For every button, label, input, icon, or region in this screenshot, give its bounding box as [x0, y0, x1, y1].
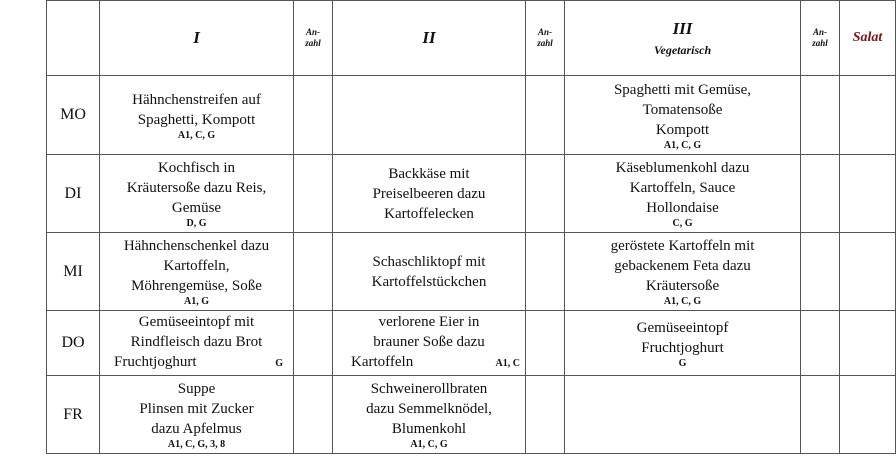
salat-cell[interactable]	[840, 376, 896, 454]
anzahl-cell[interactable]	[801, 311, 840, 376]
row-monday	[47, 76, 896, 155]
dish-do-i: Gemüseeintopf mit Rindfleisch dazu Brot Fruchtjoghurt G	[100, 311, 294, 376]
anzahl-cell[interactable]	[526, 76, 565, 155]
anzahl-cell[interactable]	[801, 155, 840, 233]
salat-cell[interactable]	[840, 233, 896, 311]
row-thursday	[47, 311, 896, 376]
anzahl-cell[interactable]	[294, 76, 333, 155]
anzahl-cell[interactable]	[294, 376, 333, 454]
salat-cell[interactable]	[840, 311, 896, 376]
anzahl-cell[interactable]	[526, 233, 565, 311]
day-label: DI	[47, 155, 100, 233]
allergen-code: A1, G	[184, 296, 209, 307]
header-anzahl-ii: An- zahl	[526, 1, 565, 76]
header-anzahl-i: An- zahl	[294, 1, 333, 76]
header-col-iii: III Vegetarisch	[565, 1, 801, 76]
anzahl-cell[interactable]	[526, 155, 565, 233]
row-wednesday	[47, 233, 896, 311]
dish-mo-i: Hähnchenstreifen auf Spaghetti, Kompott A1, C, G	[100, 76, 294, 155]
header-vegetarisch: Vegetarisch	[653, 42, 712, 57]
allergen-code: D, G	[186, 218, 207, 229]
dish-di-iii: Käseblumenkohl dazu Kartoffeln, Sauce Hollondaise C, G	[565, 155, 801, 233]
day-label: DO	[47, 311, 100, 376]
dish-mi-iii: geröstete Kartoffeln mit gebackenem Feta dazu Kräutersoße A1, C, G	[565, 233, 801, 311]
dish-do-ii: verlorene Eier in brauner Soße dazu Kartoffeln A1, C	[333, 311, 526, 376]
allergen-code: A1, C, G	[663, 296, 702, 307]
salat-cell[interactable]	[840, 76, 896, 155]
day-label: FR	[47, 376, 100, 454]
header-salat: Salat	[840, 1, 896, 76]
dish-mi-ii: Schaschliktopf mit Kartoffelstückchen	[333, 233, 526, 311]
dish-mo-iii: Spaghetti mit Gemüse, Tomatensoße Kompott A1, C, G	[565, 76, 801, 155]
dish-di-i: Kochfisch in Kräutersoße dazu Reis, Gemüse D, G	[100, 155, 294, 233]
allergen-code: A1, C, G	[410, 439, 448, 450]
row-friday	[47, 376, 896, 454]
anzahl-cell[interactable]	[526, 311, 565, 376]
allergen-code: A1, C, G	[663, 139, 702, 151]
salat-cell[interactable]	[840, 155, 896, 233]
header-row	[47, 1, 896, 76]
header-col-ii: II	[333, 1, 526, 76]
allergen-code: A1, C, G	[177, 129, 216, 141]
header-anzahl-iii: An- zahl	[801, 1, 840, 76]
lunch-menu-table	[46, 0, 896, 454]
anzahl-cell[interactable]	[294, 233, 333, 311]
corner-cell	[47, 1, 100, 76]
day-label: MI	[47, 233, 100, 311]
row-tuesday	[47, 155, 896, 233]
dish-fr-iii	[565, 376, 801, 454]
anzahl-cell[interactable]	[801, 233, 840, 311]
anzahl-cell[interactable]	[294, 155, 333, 233]
header-col-i: I	[100, 1, 294, 76]
dish-fr-ii: Schweinerollbraten dazu Semmelknödel, Blumenkohl A1, C, G	[333, 376, 526, 454]
dish-di-ii: Backkäse mit Preiselbeeren dazu Kartoffelecken	[333, 155, 526, 233]
allergen-code: A1, C, G, 3, 8	[167, 439, 226, 450]
anzahl-cell[interactable]	[801, 76, 840, 155]
dish-do-iii: Gemüseeintopf Fruchtjoghurt G	[565, 311, 801, 376]
allergen-code: A1, C	[495, 358, 520, 369]
allergen-code: G	[678, 357, 687, 369]
anzahl-cell[interactable]	[294, 311, 333, 376]
allergen-code: G	[275, 358, 283, 369]
dish-mi-i: Hähnchenschenkel dazu Kartoffeln, Möhrengemüse, Soße A1, G	[100, 233, 294, 311]
anzahl-cell[interactable]	[801, 376, 840, 454]
dish-fr-i: Suppe Plinsen mit Zucker dazu Apfelmus A1, C, G, 3, 8	[100, 376, 294, 454]
anzahl-cell[interactable]	[526, 376, 565, 454]
dish-mo-ii	[333, 76, 526, 155]
day-label: MO	[47, 76, 100, 155]
allergen-code: C, G	[672, 218, 693, 229]
